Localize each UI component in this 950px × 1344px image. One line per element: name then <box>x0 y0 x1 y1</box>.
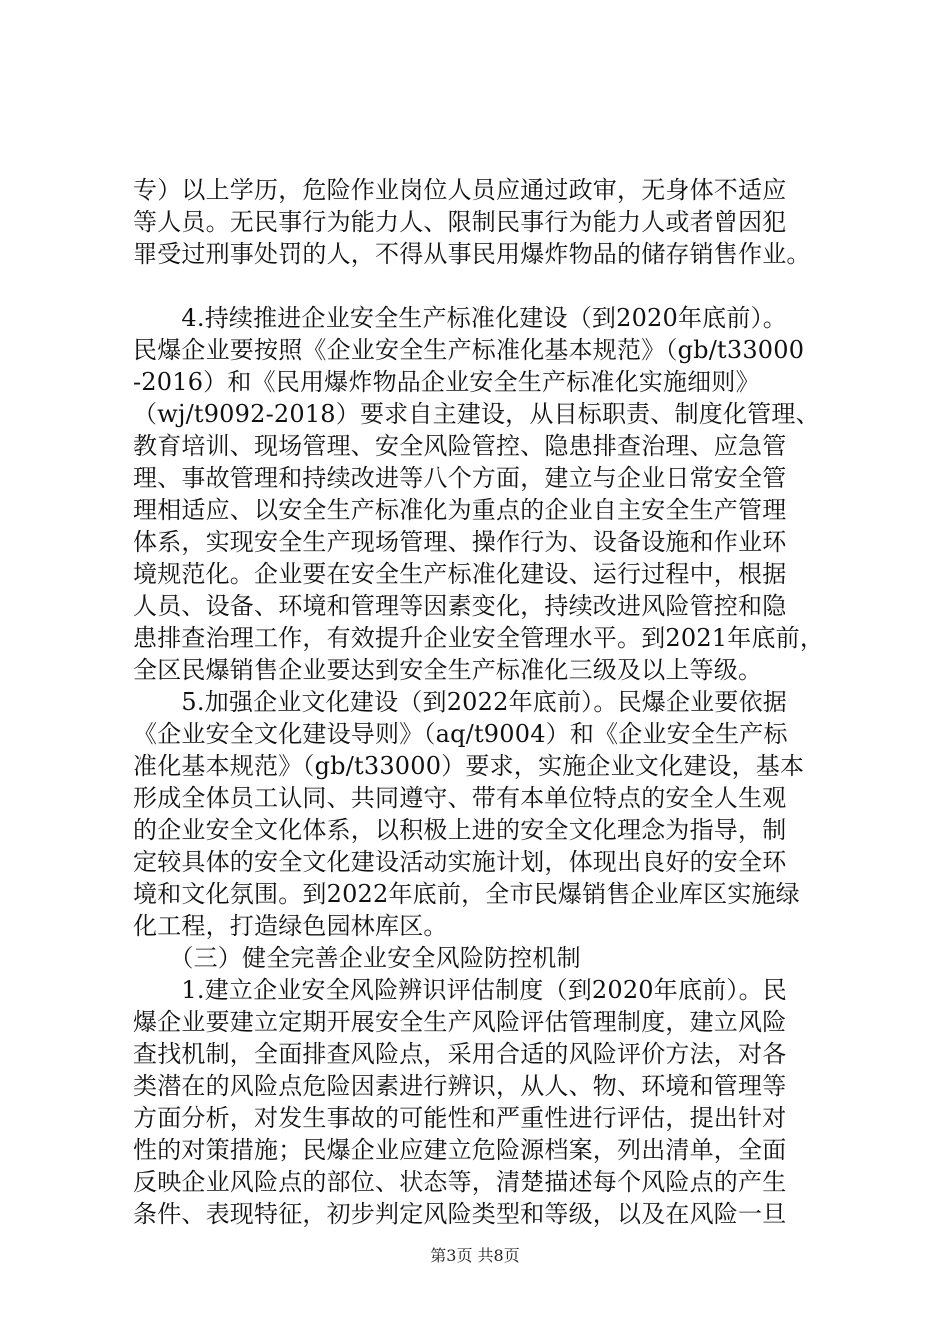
body-text-line: 民爆企业要按照《企业安全生产标准化基本规范》（gb/t33000 <box>133 336 805 364</box>
body-text-line: 理相适应、以安全生产标准化为重点的企业自主安全生产管理 <box>133 496 787 524</box>
body-text-line: 境和文化氛围。到2022年底前，全市民爆销售企业库区实施绿 <box>133 880 800 908</box>
body-text-line: 理、事故管理和持续改进等八个方面，建立与企业日常安全管 <box>133 464 787 492</box>
body-text-line: 类潜在的风险点危险因素进行辨识，从人、物、环境和管理等 <box>133 1072 787 1100</box>
body-text-line: 专）以上学历，危险作业岗位人员应通过政审，无身体不适应 <box>133 176 787 204</box>
body-text-line: （wj/t9092-2018）要求自主建设，从目标职责、制度化管理、 <box>133 400 820 428</box>
body-text-line: 全区民爆销售企业要达到安全生产标准化三级及以上等级。 <box>133 656 763 684</box>
body-text-line: 的企业安全文化体系，以积极上进的安全文化理念为指导，制 <box>133 816 787 844</box>
page-number-footer: 第3页 共8页 <box>430 1246 520 1265</box>
body-text-line: 《企业安全文化建设导则》（aq/t9004）和《企业安全生产标 <box>133 720 788 748</box>
body-text-line: 境规范化。企业要在安全生产标准化建设、运行过程中，根据 <box>133 560 787 588</box>
body-text-line: 体系，实现安全生产现场管理、操作行为、设备设施和作业环 <box>133 528 787 556</box>
section-1-heading-line: 1.建立企业安全风险辨识评估制度（到2020年底前）。民 <box>133 976 787 1004</box>
body-text-line: 条件、表现特征，初步判定风险类型和等级，以及在风险一旦 <box>133 1200 787 1228</box>
body-text-line: 罪受过刑事处罚的人，不得从事民用爆炸物品的储存销售作业。 <box>133 240 811 268</box>
body-text-line: 教育培训、现场管理、安全风险管控、隐患排查治理、应急管 <box>133 432 787 460</box>
body-text-line: 查找机制，全面排查风险点，采用合适的风险评价方法，对各 <box>133 1040 787 1068</box>
body-text-line: 形成全体员工认同、共同遵守、带有本单位特点的安全人生观 <box>133 784 787 812</box>
section-5-heading-line: 5.加强企业文化建设（到2022年底前）。民爆企业要依据 <box>133 688 787 716</box>
body-text-line: 患排查治理工作，有效提升企业安全管理水平。到2021年底前， <box>133 624 825 652</box>
body-text-line: 人员、设备、环境和管理等因素变化，持续改进风险管控和隐 <box>133 592 787 620</box>
body-text-line: 准化基本规范》（gb/t33000）要求，实施企业文化建设，基本 <box>133 752 805 780</box>
body-text-line: 等人员。无民事行为能力人、限制民事行为能力人或者曾因犯 <box>133 208 787 236</box>
subsection-heading-line: （三）健全完善企业安全风险防控机制 <box>133 944 581 972</box>
body-text-line: -2016）和《民用爆炸物品企业安全生产标准化实施细则》 <box>133 368 760 396</box>
body-text-line: 反映企业风险点的部位、状态等，清楚描述每个风险点的产生 <box>133 1168 787 1196</box>
body-text-line: 方面分析，对发生事故的可能性和严重性进行评估，提出针对 <box>133 1104 787 1132</box>
section-4-heading-line: 4.持续推进企业安全生产标准化建设（到2020年底前）。 <box>133 304 787 332</box>
body-text-line: 定较具体的安全文化建设活动实施计划，体现出良好的安全环 <box>133 848 787 876</box>
body-text-line: 化工程，打造绿色园林库区。 <box>133 912 448 940</box>
body-text-line: 爆企业要建立定期开展安全生产风险评估管理制度，建立风险 <box>133 1008 787 1036</box>
body-text-line: 性的对策措施；民爆企业应建立危险源档案，列出清单，全面 <box>133 1136 787 1164</box>
